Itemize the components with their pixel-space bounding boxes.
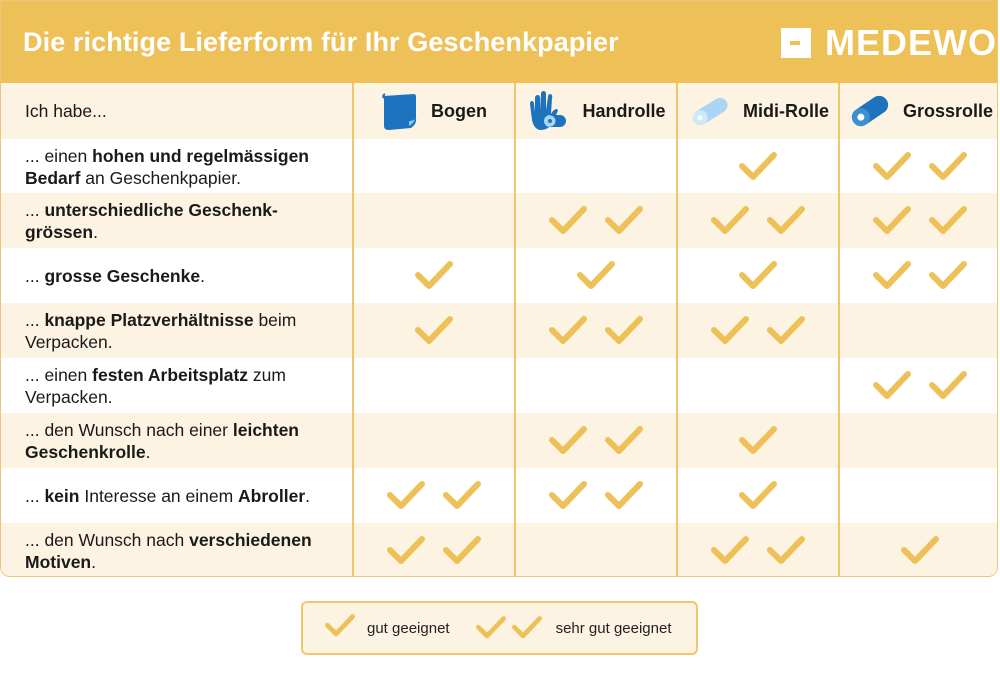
label-text: . bbox=[91, 551, 96, 572]
legend bbox=[301, 601, 698, 655]
row-label bbox=[1, 468, 353, 523]
check-icon bbox=[605, 206, 643, 236]
check-icon bbox=[711, 316, 749, 346]
table-row bbox=[1, 358, 998, 413]
check-icon bbox=[443, 536, 481, 566]
row-label bbox=[1, 523, 353, 577]
column-divider bbox=[838, 83, 840, 577]
check-icon bbox=[767, 316, 805, 346]
column-divider bbox=[352, 83, 354, 577]
row-label-text bbox=[25, 364, 325, 408]
label-text: beim Verpacken. bbox=[25, 309, 297, 352]
check-icon bbox=[929, 152, 967, 182]
rating-cell-grossrolle bbox=[839, 303, 998, 358]
table-row bbox=[1, 523, 998, 577]
check-icon bbox=[739, 261, 777, 291]
rating-cell-grossrolle bbox=[839, 248, 998, 303]
table-row bbox=[1, 193, 998, 248]
label-text: ... den Wunsch nach bbox=[25, 529, 190, 550]
check-icon bbox=[415, 261, 453, 291]
rating-cell-grossrolle bbox=[839, 139, 998, 194]
rating-cell-midi-rolle bbox=[677, 139, 839, 194]
check-icon bbox=[577, 261, 615, 291]
check-icon bbox=[549, 316, 587, 346]
label-text: Interesse an einem bbox=[79, 485, 239, 506]
column-label: Handrolle bbox=[582, 100, 666, 121]
column-label: Bogen bbox=[431, 100, 487, 121]
brand-name: MEDEWO bbox=[825, 22, 997, 63]
rating-cell-midi-rolle bbox=[677, 303, 839, 358]
emphasis-text: knappe Platzverhältnisse bbox=[44, 309, 254, 330]
rating-cell-grossrolle bbox=[839, 358, 998, 413]
check-icon bbox=[929, 206, 967, 236]
row-label-text bbox=[25, 529, 325, 573]
check-icon bbox=[767, 206, 805, 236]
sheet-icon bbox=[381, 90, 421, 132]
table-row bbox=[1, 468, 998, 523]
column-label: Midi-Rolle bbox=[743, 100, 829, 121]
row-label bbox=[1, 139, 353, 194]
check-icon bbox=[325, 614, 355, 638]
column-header-handrolle bbox=[515, 83, 677, 139]
row-label-text bbox=[25, 199, 325, 243]
column-divider bbox=[514, 83, 516, 577]
rating-cell-bogen bbox=[353, 139, 515, 194]
label-text: ... bbox=[25, 309, 45, 330]
check-icon bbox=[443, 481, 481, 511]
rating-cell-handrolle bbox=[515, 193, 677, 248]
table-row bbox=[1, 413, 998, 468]
rating-cell-bogen bbox=[353, 523, 515, 577]
check-icon bbox=[739, 152, 777, 182]
rating-cell-grossrolle bbox=[839, 413, 998, 468]
emphasis-text: leichten Geschenkrolle bbox=[25, 419, 299, 462]
emphasis-text: verschiedenen Motiven bbox=[25, 529, 312, 572]
legend-good-label: gut geeignet bbox=[367, 619, 450, 637]
label-text: ... einen bbox=[25, 364, 93, 385]
check-icon bbox=[873, 206, 911, 236]
rating-cell-handrolle bbox=[515, 358, 677, 413]
rating-cell-handrolle bbox=[515, 468, 677, 523]
label-text: ... bbox=[25, 199, 45, 220]
row-label bbox=[1, 358, 353, 413]
check-icon bbox=[873, 261, 911, 291]
column-header-grossrolle bbox=[839, 83, 998, 139]
rating-cell-midi-rolle bbox=[677, 523, 839, 577]
rating-cell-bogen bbox=[353, 193, 515, 248]
check-icon bbox=[711, 206, 749, 236]
check-icon bbox=[739, 426, 777, 456]
legend-single-check bbox=[325, 614, 355, 642]
logo-mark-icon bbox=[781, 28, 811, 58]
table-row bbox=[1, 248, 998, 303]
rating-cell-grossrolle bbox=[839, 468, 998, 523]
check-icon bbox=[476, 616, 506, 640]
check-icon bbox=[767, 536, 805, 566]
rating-cell-handrolle bbox=[515, 248, 677, 303]
row-label bbox=[1, 303, 353, 358]
rating-cell-midi-rolle bbox=[677, 358, 839, 413]
column-divider bbox=[676, 83, 678, 577]
label-text: an Geschenkpapier. bbox=[80, 167, 241, 188]
rating-cell-midi-rolle bbox=[677, 468, 839, 523]
check-icon bbox=[605, 481, 643, 511]
legend-double-check bbox=[476, 616, 542, 640]
row-label-text bbox=[25, 265, 325, 287]
check-icon bbox=[415, 316, 453, 346]
rating-cell-midi-rolle bbox=[677, 413, 839, 468]
row-label bbox=[1, 413, 353, 468]
check-icon bbox=[873, 371, 911, 401]
table-row bbox=[1, 303, 998, 358]
label-text: ... einen bbox=[25, 145, 93, 166]
check-icon bbox=[873, 152, 911, 182]
column-header-midi-rolle bbox=[677, 83, 839, 139]
legend-very-good-label: sehr gut geeignet bbox=[555, 619, 672, 637]
label-text: ... den Wunsch nach einer bbox=[25, 419, 233, 440]
row-label bbox=[1, 248, 353, 303]
label-text: zum Verpacken. bbox=[25, 364, 286, 407]
large-roll-icon bbox=[847, 91, 893, 131]
rating-cell-bogen bbox=[353, 358, 515, 413]
check-icon bbox=[711, 536, 749, 566]
row-label-text bbox=[25, 145, 325, 189]
rating-cell-handrolle bbox=[515, 139, 677, 194]
hand-roll-icon bbox=[526, 90, 572, 132]
emphasis-text: festen Arbeitsplatz bbox=[92, 364, 249, 385]
check-icon bbox=[512, 616, 542, 640]
title-bar bbox=[1, 1, 998, 83]
row-label-text bbox=[25, 419, 325, 463]
label-text: ... bbox=[25, 485, 45, 506]
table-row bbox=[1, 139, 998, 194]
rating-cell-midi-rolle bbox=[677, 193, 839, 248]
emphasis-text: kein bbox=[44, 485, 80, 506]
page-title: Die richtige Lieferform für Ihr Geschenkpapier bbox=[23, 27, 619, 57]
emphasis-text: grössen bbox=[25, 221, 94, 242]
brand-logo bbox=[781, 22, 997, 63]
rating-cell-grossrolle bbox=[839, 193, 998, 248]
rating-cell-bogen bbox=[353, 248, 515, 303]
row-label-text bbox=[25, 485, 325, 507]
check-icon bbox=[901, 536, 939, 566]
rating-cell-handrolle bbox=[515, 303, 677, 358]
check-icon bbox=[929, 371, 967, 401]
check-icon bbox=[549, 426, 587, 456]
label-text: ... bbox=[25, 265, 45, 286]
emphasis-text: Bedarf bbox=[25, 167, 81, 188]
label-text: . bbox=[305, 485, 311, 506]
check-icon bbox=[739, 481, 777, 511]
rating-cell-bogen bbox=[353, 413, 515, 468]
label-text: . bbox=[200, 265, 205, 286]
check-icon bbox=[929, 261, 967, 291]
rating-cell-handrolle bbox=[515, 413, 677, 468]
label-text: . bbox=[145, 441, 151, 462]
emphasis-text: Abroller bbox=[238, 485, 306, 506]
emphasis-text: unterschiedliche Geschenk- bbox=[44, 199, 278, 220]
rating-cell-midi-rolle bbox=[677, 248, 839, 303]
column-label: Grossrolle bbox=[902, 100, 994, 121]
check-icon bbox=[549, 481, 587, 511]
column-header-bogen bbox=[353, 83, 515, 139]
check-icon bbox=[387, 481, 425, 511]
check-icon bbox=[387, 536, 425, 566]
label-text: . bbox=[93, 221, 98, 242]
table-header-row bbox=[1, 83, 998, 139]
rating-cell-bogen bbox=[353, 303, 515, 358]
rating-cell-bogen bbox=[353, 468, 515, 523]
check-icon bbox=[605, 316, 643, 346]
midi-roll-icon bbox=[687, 92, 733, 130]
rating-cell-handrolle bbox=[515, 523, 677, 577]
row-header-label: Ich habe... bbox=[25, 100, 107, 121]
check-icon bbox=[549, 206, 587, 236]
rating-cell-grossrolle bbox=[839, 523, 998, 577]
row-label bbox=[1, 193, 353, 248]
check-icon bbox=[605, 426, 643, 456]
row-label-text bbox=[25, 309, 325, 353]
emphasis-text: grosse Geschenke bbox=[44, 265, 201, 286]
emphasis-text: hohen und regelmässigen bbox=[92, 145, 309, 166]
